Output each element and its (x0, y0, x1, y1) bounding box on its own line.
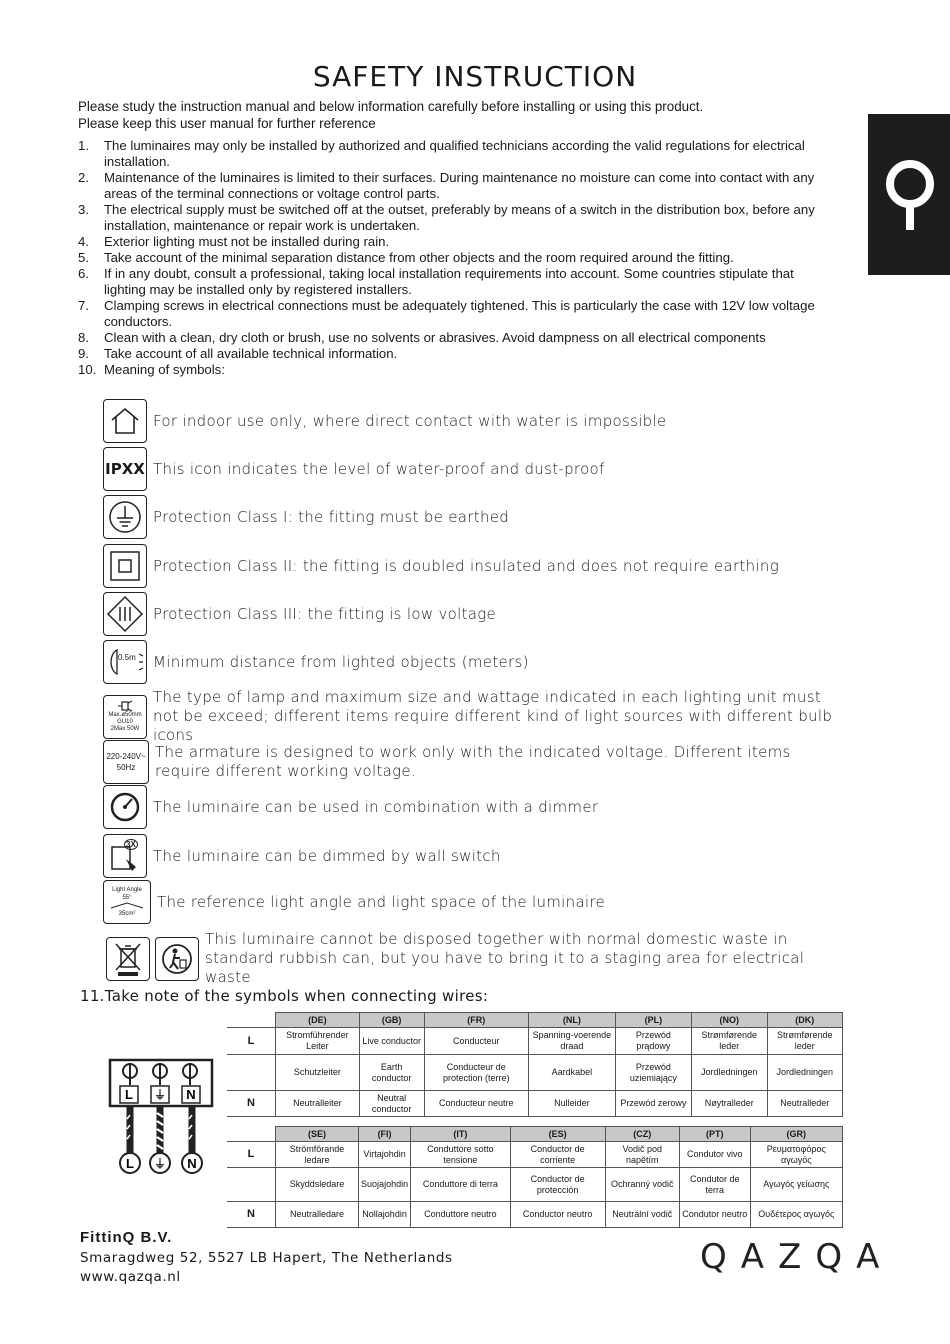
light-angle-icon: Light Angle 55° 35cm² (103, 880, 151, 924)
weee-bin-icon (106, 937, 150, 981)
symbol-description: Protection Class I: the fitting must be earthed (153, 507, 510, 526)
symbol-description: For indoor use only, where direct contact with water is impossible (153, 411, 667, 430)
intro-line-2: Please keep this user manual for further reference (78, 116, 376, 131)
symbol-row (103, 740, 835, 784)
wire-label-n: N (186, 1087, 196, 1102)
table-header: (ES) (510, 1127, 605, 1142)
symbol-row (103, 688, 833, 745)
table-row: N Neutralleiter Neutral conductor Conducteur neutre Nulleider Przewód zerowy Nøytralleder Neutralleder (227, 1091, 843, 1117)
list-item: 5. Take account of the minimal separation distance from other objects and the room required around the fitting. (78, 250, 734, 265)
intro-text (78, 98, 703, 132)
wire-end-label-l: L (126, 1156, 134, 1171)
wire-table-2 (227, 1126, 843, 1228)
symbol-row (103, 640, 529, 684)
list-item: 9. Take account of all available technical information. (78, 346, 398, 361)
table-header: (PT) (679, 1127, 750, 1142)
symbol-row (106, 930, 835, 987)
symbol-description: The type of lamp and maximum size and wattage indicated in each lighting unit must not be exceed; different items require different kind of light sources with different bulb icons (153, 688, 833, 744)
safety-list (78, 138, 818, 378)
table-header: (GR) (750, 1127, 842, 1142)
qazqa-logo: QAZQA (700, 1237, 894, 1277)
class-three-icon (103, 592, 147, 636)
list-item: 6. If in any doubt, consult a professional, taking local installation requirements into account. Some countries stipulate that lighting may be installed only by registered installers. (78, 266, 794, 297)
symbol-row (103, 834, 501, 878)
table-header: (DE) (276, 1013, 360, 1028)
list-item: 1. The luminaires may only be installed by authorized and qualified technicians according the valid regulations for electrical installation. (78, 138, 805, 169)
address-line: Smaragdweg 52, 5527 LB Hapert, The Netherlands (80, 1250, 453, 1266)
table-header: (SE) (276, 1127, 359, 1142)
distance-icon: 0.5m (103, 640, 147, 684)
symbol-description: Protection Class II: the fitting is doubled insulated and does not require earthing (153, 556, 779, 575)
table-header: (NL) (528, 1013, 615, 1028)
wiring-diagram (100, 1055, 220, 1180)
table-header: (NO) (692, 1013, 767, 1028)
symbol-row (103, 495, 509, 539)
wall-switch-icon: 3X (103, 834, 147, 878)
table-header: (IT) (411, 1127, 511, 1142)
wire-end-label-earth: ⏚ (153, 1157, 167, 1171)
symbol-row (103, 592, 496, 636)
symbol-description: Minimum distance from lighted objects (meters) (153, 652, 529, 671)
symbol-description: The luminaire can be dimmed by wall switch (153, 846, 501, 865)
earth-class-icon (103, 495, 147, 539)
qazqa-emblem-icon (868, 114, 950, 275)
table-header: (FI) (359, 1127, 411, 1142)
symbol-description: This icon indicates the level of water-proof and dust-proof (153, 459, 605, 478)
table-header-row (227, 1013, 843, 1028)
symbol-description: The armature is designed to work only with the indicated voltage. Different items require different working voltage. (155, 743, 791, 780)
ipxx-icon: IPXX (103, 447, 147, 491)
symbol-row (103, 544, 779, 588)
website-link[interactable]: www.qazqa.nl (80, 1269, 181, 1285)
wire-label-l: L (125, 1087, 133, 1102)
symbol-row (103, 880, 605, 924)
wire-end-label-n: N (187, 1156, 197, 1171)
lamp-type-icon: Max.ø50mm GU10 2Max 50W (103, 695, 147, 739)
page-title: SAFETY INSTRUCTION (312, 60, 638, 93)
symbol-row (103, 447, 605, 491)
list-item: 10. Meaning of symbols: (78, 362, 225, 377)
section-11-heading: 11.Take note of the symbols when connecting wires: (80, 987, 489, 1005)
list-item: 4. Exterior lighting must not be installed during rain. (78, 234, 390, 249)
table-row: Skyddsledare Suojajohdin Conduttore di terra Conductor de protección Ochranný vodič Condutor de terra Αγωγός γείωσης (227, 1168, 843, 1202)
company-address (80, 1249, 453, 1287)
intro-line-1: Please study the instruction manual and below information carefully before installing or using this product. (78, 99, 704, 114)
house-icon (103, 399, 147, 443)
wire-label-earth: ⏚ (153, 1088, 167, 1102)
company-name: FittinQ B.V. (80, 1229, 173, 1246)
table-row: N Neutralledare Nollajohdin Conduttore neutro Conductor neutro Neutrální vodič Condutor neutro Ουδέτερος αγωγός (227, 1202, 843, 1228)
symbol-row (103, 399, 667, 443)
table-row: L Strömförande ledare Virtajohdin Conduttore sotto tensione Conductor de corriente Vodič pod napětím Condutor vivo Ρευματοφόρος αγωγός (227, 1142, 843, 1168)
table-header: (PL) (615, 1013, 691, 1028)
symbol-description: Protection Class III: the fitting is low voltage (153, 604, 497, 623)
table-header: (DK) (767, 1013, 842, 1028)
recycle-person-icon (155, 937, 199, 981)
table-row: Schutzleiter Earth conductor Conducteur de protection (terre) Aardkabel Przewód uziemiający Jordledningen Jordledningen (227, 1055, 843, 1091)
symbol-row (103, 785, 598, 829)
wire-table-1 (227, 1012, 843, 1117)
double-square-icon (103, 544, 147, 588)
list-item: 3. The electrical supply must be switched off at the outset, preferably by means of a switch in the distribution box, before any installation, maintenance or repair work is undertaken. (78, 202, 815, 233)
table-row: L Stromführender Leiter Live conductor Conducteur Spanning-voerende draad Przewód prądowy Strømførende leder Strømførende leder (227, 1028, 843, 1055)
dimmer-icon (103, 785, 147, 829)
list-item: 7. Clamping screws in electrical connections must be adequately tightened. This is particularly the case with 12V low voltage conductors. (78, 298, 815, 329)
side-tab (868, 114, 950, 275)
table-header-row (227, 1127, 843, 1142)
table-header: (GB) (359, 1013, 424, 1028)
table-header: (CZ) (605, 1127, 679, 1142)
symbol-description: The luminaire can be used in combination with a dimmer (153, 797, 599, 816)
symbol-description: The reference light angle and light space of the luminaire (157, 892, 606, 911)
table-header: (FR) (424, 1013, 528, 1028)
list-item: 2. Maintenance of the luminaires is limited to their surfaces. During maintenance no moisture can come into contact with any areas of the terminal connections or voltage control parts. (78, 170, 815, 201)
list-item: 8. Clean with a clean, dry cloth or brush, use no solvents or abrasives. Avoid dampness on all electrical components (78, 330, 766, 345)
voltage-icon: 220-240V~ 50Hz (103, 740, 149, 784)
symbol-description: This luminaire cannot be disposed together with normal domestic waste in standard rubbish can, but you have to bring it to a staging area for electrical waste (205, 930, 805, 986)
